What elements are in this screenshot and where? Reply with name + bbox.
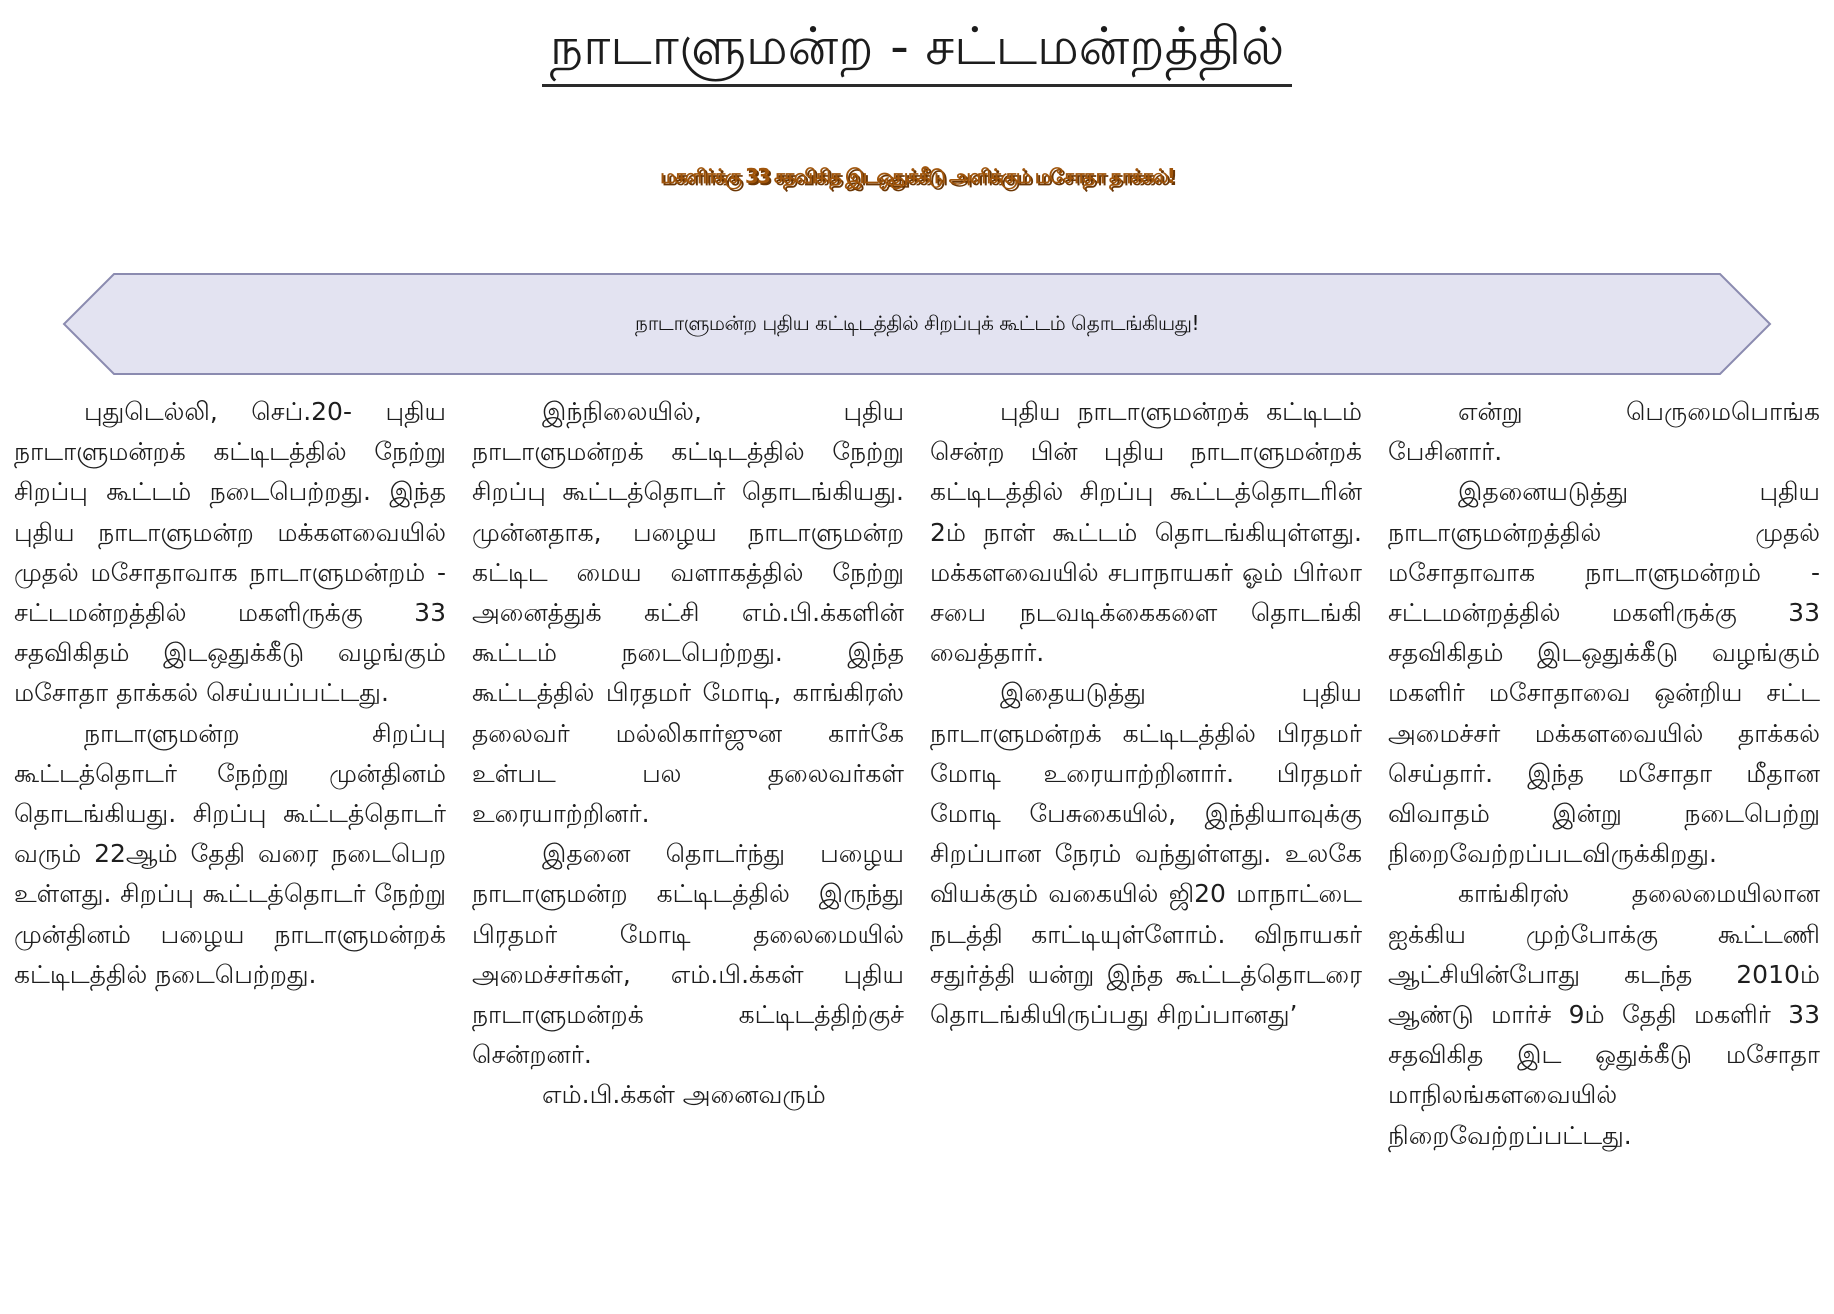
paragraph: இதனை தொடர்ந்து பழைய நாடாளுமன்ற கட்டிடத்தில் இருந்து பிரதமர் மோடி தலைமையில் அமைச்சர்கள், எம்.பி.க்கள் புதிய நாடாளுமன்றக் கட்டிடத்திற்குச் சென்றனர். [472, 839, 904, 1070]
kicker-text: நாடாளுமன்ற - சட்டமன்றத்தில் [542, 14, 1293, 87]
paragraph: நாடாளுமன்ற சிறப்பு கூட்டத்தொடர் நேற்று முன்தினம் தொடங்கியது. சிறப்பு கூட்டத்தொடர் வரும் 22ஆம் தேதி வரை நடைபெற உள்ளது. சிறப்பு கூட்டத்தொடர் நேற்று முன்தினம் பழைய நாடாளுமன்றக் கட்டிடத்தில் நடைபெற்றது. [14, 718, 446, 989]
article-body [14, 392, 1820, 1294]
paragraph: புதிய நாடாளுமன்றக் கட்டிடம் சென்ற பின் புதிய நாடாளுமன்றக் கட்டிடத்தில் சிறப்பு கூட்டத்தொடரின் 2ம் நாள் கூட்டம் தொடங்கியுள்ளது. மக்களவையில் சபாநாயகர் ஓம் பிர்லா சபை நடவடிக்கைகளை தொடங்கி வைத்தார். [930, 397, 1362, 668]
subheadline-banner [62, 272, 1772, 376]
article-column-1 [14, 392, 446, 1294]
paragraph: இதனையடுத்து புதிய நாடாளுமன்றத்தில் முதல் மசோதாவாக நாடாளுமன்றம் - சட்டமன்றத்தில் மகளிருக்கு 33 சதவிகிதம் இடஒதுக்கீடு வழங்கும் மகளிர் மசோதாவை ஒன்றிய சட்ட அமைச்சர் மக்களவையில் தாக்கல் செய்தார். இந்த மசோதா மீதான விவாதம் இன்று நடைபெற்று நிறைவேற்றப்படவிருக்கிறது. [1388, 477, 1820, 869]
headline: மகளிர்க்கு 33 சதவிகித இடஒதுக்கீடு அளிக்கும் மசோதா தாக்கல்! [660, 164, 1174, 188]
paragraph: இதையடுத்து புதிய நாடாளுமன்றக் கட்டிடத்தில் பிரதமர் மோடி உரையாற்றினார். பிரதமர் மோடி பேசுகையில், இந்தியாவுக்கு சிறப்பான நேரம் வந்துள்ளது. உலகே வியக்கும் வகையில் ஜி20 மாநாட்டை நடத்தி காட்டியுள்ளோம். விநாயகர் சதுர்த்தி யன்று இந்த கூட்டத்தொடரை தொடங்கியிருப்பது சிறப்பானது’ [930, 678, 1362, 1030]
paragraph: புதுடெல்லி, செப்.20- புதிய நாடாளுமன்றக் கட்டிடத்தில் நேற்று சிறப்பு கூட்டம் நடைபெற்றது. இந்த புதிய நாடாளுமன்ற மக்களவையில் முதல் மசோதாவாக நாடாளுமன்றம் - சட்டமன்றத்தில் மகளிருக்கு 33 சதவிகிதம் இடஒதுக்கீடு வழங்கும் மசோதா தாக்கல் செய்யப்பட்டது. [14, 397, 446, 708]
article-column-4 [1388, 392, 1820, 1294]
kicker-heading [0, 14, 1834, 87]
paragraph: என்று பெருமைபொங்க பேசினார். [1388, 397, 1820, 467]
paragraph: இந்நிலையில், புதிய நாடாளுமன்றக் கட்டிடத்தில் நேற்று சிறப்பு கூட்டத்தொடர் தொடங்கியது. முன்னதாக, பழைய நாடாளுமன்ற கட்டிட மைய வளாகத்தில் நேற்று அனைத்துக் கட்சி எம்.பி.க்களின் கூட்டம் நடைபெற்றது. இந்த கூட்டத்தில் பிரதமர் மோடி, காங்கிரஸ் தலைவர் மல்லிகார்ஜுன கார்கே உள்பட பல தலைவர்கள் உரையாற்றினர். [472, 397, 904, 829]
subheadline: நாடாளுமன்ற புதிய கட்டிடத்தில் சிறப்புக் கூட்டம் தொடங்கியது! [634, 310, 1200, 335]
paragraph: எம்.பி.க்கள் அனைவரும் [542, 1080, 826, 1110]
article-column-2 [472, 392, 904, 1294]
article-column-3 [930, 392, 1362, 1294]
paragraph: காங்கிரஸ் தலைமையிலான ஐக்கிய முற்போக்கு கூட்டணி ஆட்சியின்போது கடந்த 2010ம் ஆண்டு மார்ச் 9ம் தேதி மகளிர் 33 சதவிகித இட ஒதுக்கீடு மசோதா மாநிலங்களவையில் நிறைவேற்றப்பட்டது. [1388, 879, 1820, 1150]
